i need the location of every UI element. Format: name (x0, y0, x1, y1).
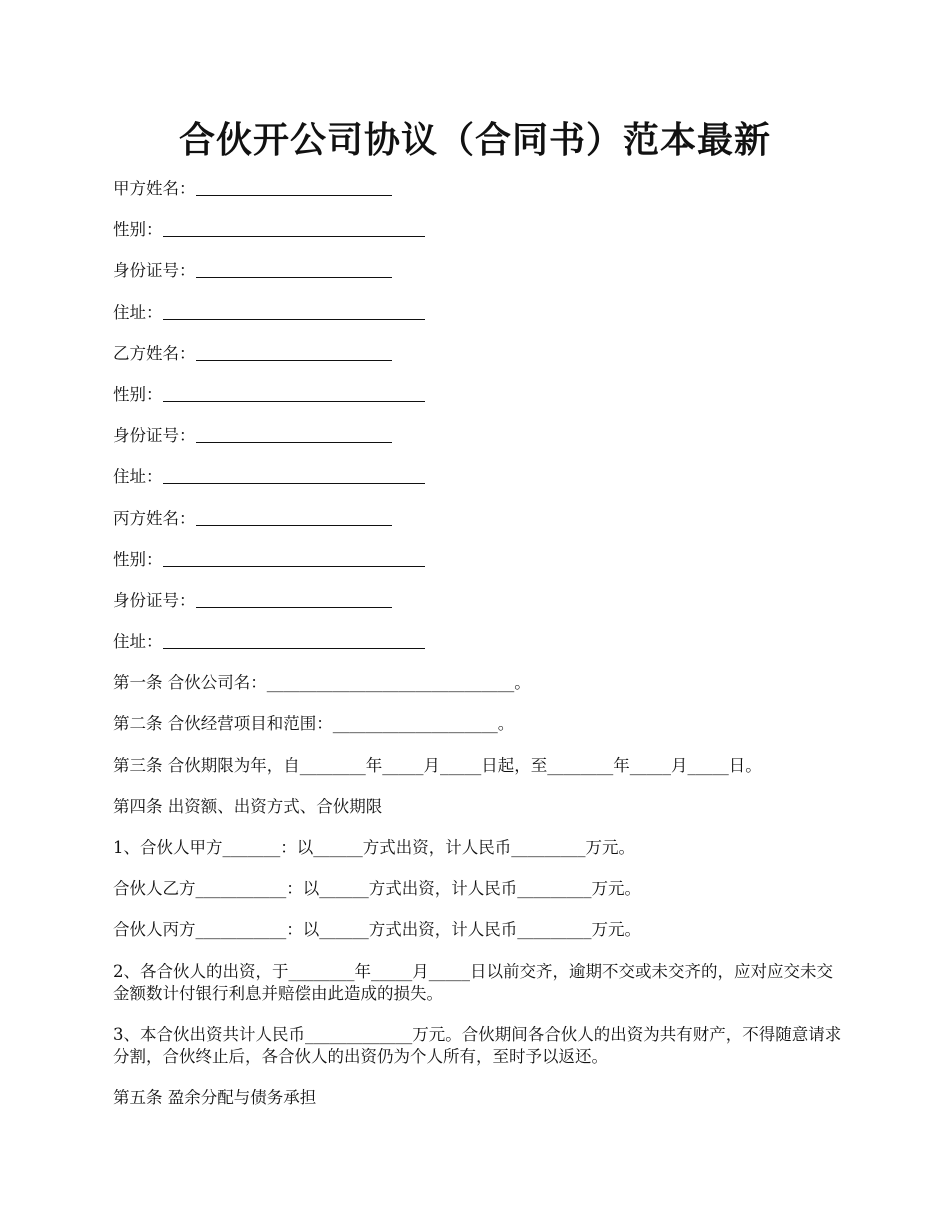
fill-in-blank (163, 385, 425, 402)
fill-in-blank (163, 303, 425, 320)
party-field-line (113, 302, 845, 343)
article-3: 第三条 合伙期限为年，自________年_____月_____日起，至________年_____月_____日。 (113, 755, 762, 775)
party-field-label: 性别： (113, 384, 163, 404)
article-4-clause-2: 2、各合伙人的出资，于________年_____月_____日以前交齐，逾期不交或未交齐的，应对应交未交金额数计付银行利息并赔偿由此造成的损失。 (113, 961, 833, 1003)
party-field-line (113, 178, 845, 219)
party-field-label: 住址： (113, 302, 163, 322)
fill-in-blank (196, 261, 392, 278)
party-field-line (113, 549, 845, 590)
article-2: 第二条 合伙经营项目和范围：____________________。 (113, 714, 515, 734)
document-body (113, 178, 845, 1128)
fill-in-blank (196, 344, 392, 361)
party-field-label: 住址： (113, 467, 163, 487)
fill-in-blank (163, 632, 425, 649)
party-field-line (113, 343, 845, 384)
article-4-clause-1b: 合伙人乙方___________：以______方式出资，计人民币_________万元。 (113, 879, 641, 899)
fill-in-blank (163, 220, 425, 237)
party-field-label: 性别： (113, 549, 163, 569)
article-1: 第一条 合伙公司名：______________________________。 (113, 673, 531, 693)
party-field-label: 丙方姓名： (113, 508, 196, 528)
party-field-label: 性别： (113, 220, 163, 240)
party-field-label: 身份证号： (113, 261, 196, 281)
article-4-heading: 第四条 出资额、出资方式、合伙期限 (113, 796, 383, 816)
article-4-clause-1: 1、合伙人甲方_______：以______方式出资，计人民币_________万元。 (113, 838, 635, 857)
document-title: 合伙开公司协议（合同书）范本最新 (178, 119, 771, 161)
party-field-label: 身份证号： (113, 590, 196, 610)
party-info-section (113, 178, 845, 672)
party-field-line (113, 260, 845, 301)
article-4-clause-1c: 合伙人丙方___________：以______方式出资，计人民币_________万元。 (113, 920, 641, 940)
fill-in-blank (196, 591, 392, 608)
article-4-clause-3: 3、本合伙出资共计人民币_____________万元。合伙期间各合伙人的出资为共有财产，不得随意请求分割，合伙终止后，各合伙人的出资仍为个人所有，至时予以返还。 (113, 1024, 842, 1066)
article-5-heading: 第五条 盈余分配与债务承担 (113, 1087, 317, 1107)
fill-in-blank (163, 467, 425, 484)
fill-in-blank (163, 550, 425, 567)
party-field-label: 住址： (113, 632, 163, 652)
party-field-line (113, 384, 845, 425)
fill-in-blank (196, 426, 392, 443)
party-field-line (113, 508, 845, 549)
party-field-label: 甲方姓名： (113, 179, 196, 198)
party-field-line (113, 631, 845, 672)
party-field-label: 身份证号： (113, 426, 196, 446)
party-field-line (113, 219, 845, 260)
fill-in-blank (196, 509, 392, 526)
party-field-line (113, 425, 845, 466)
party-field-label: 乙方姓名： (113, 343, 196, 363)
party-field-line (113, 590, 845, 631)
fill-in-blank (196, 179, 392, 196)
party-field-line (113, 466, 845, 507)
